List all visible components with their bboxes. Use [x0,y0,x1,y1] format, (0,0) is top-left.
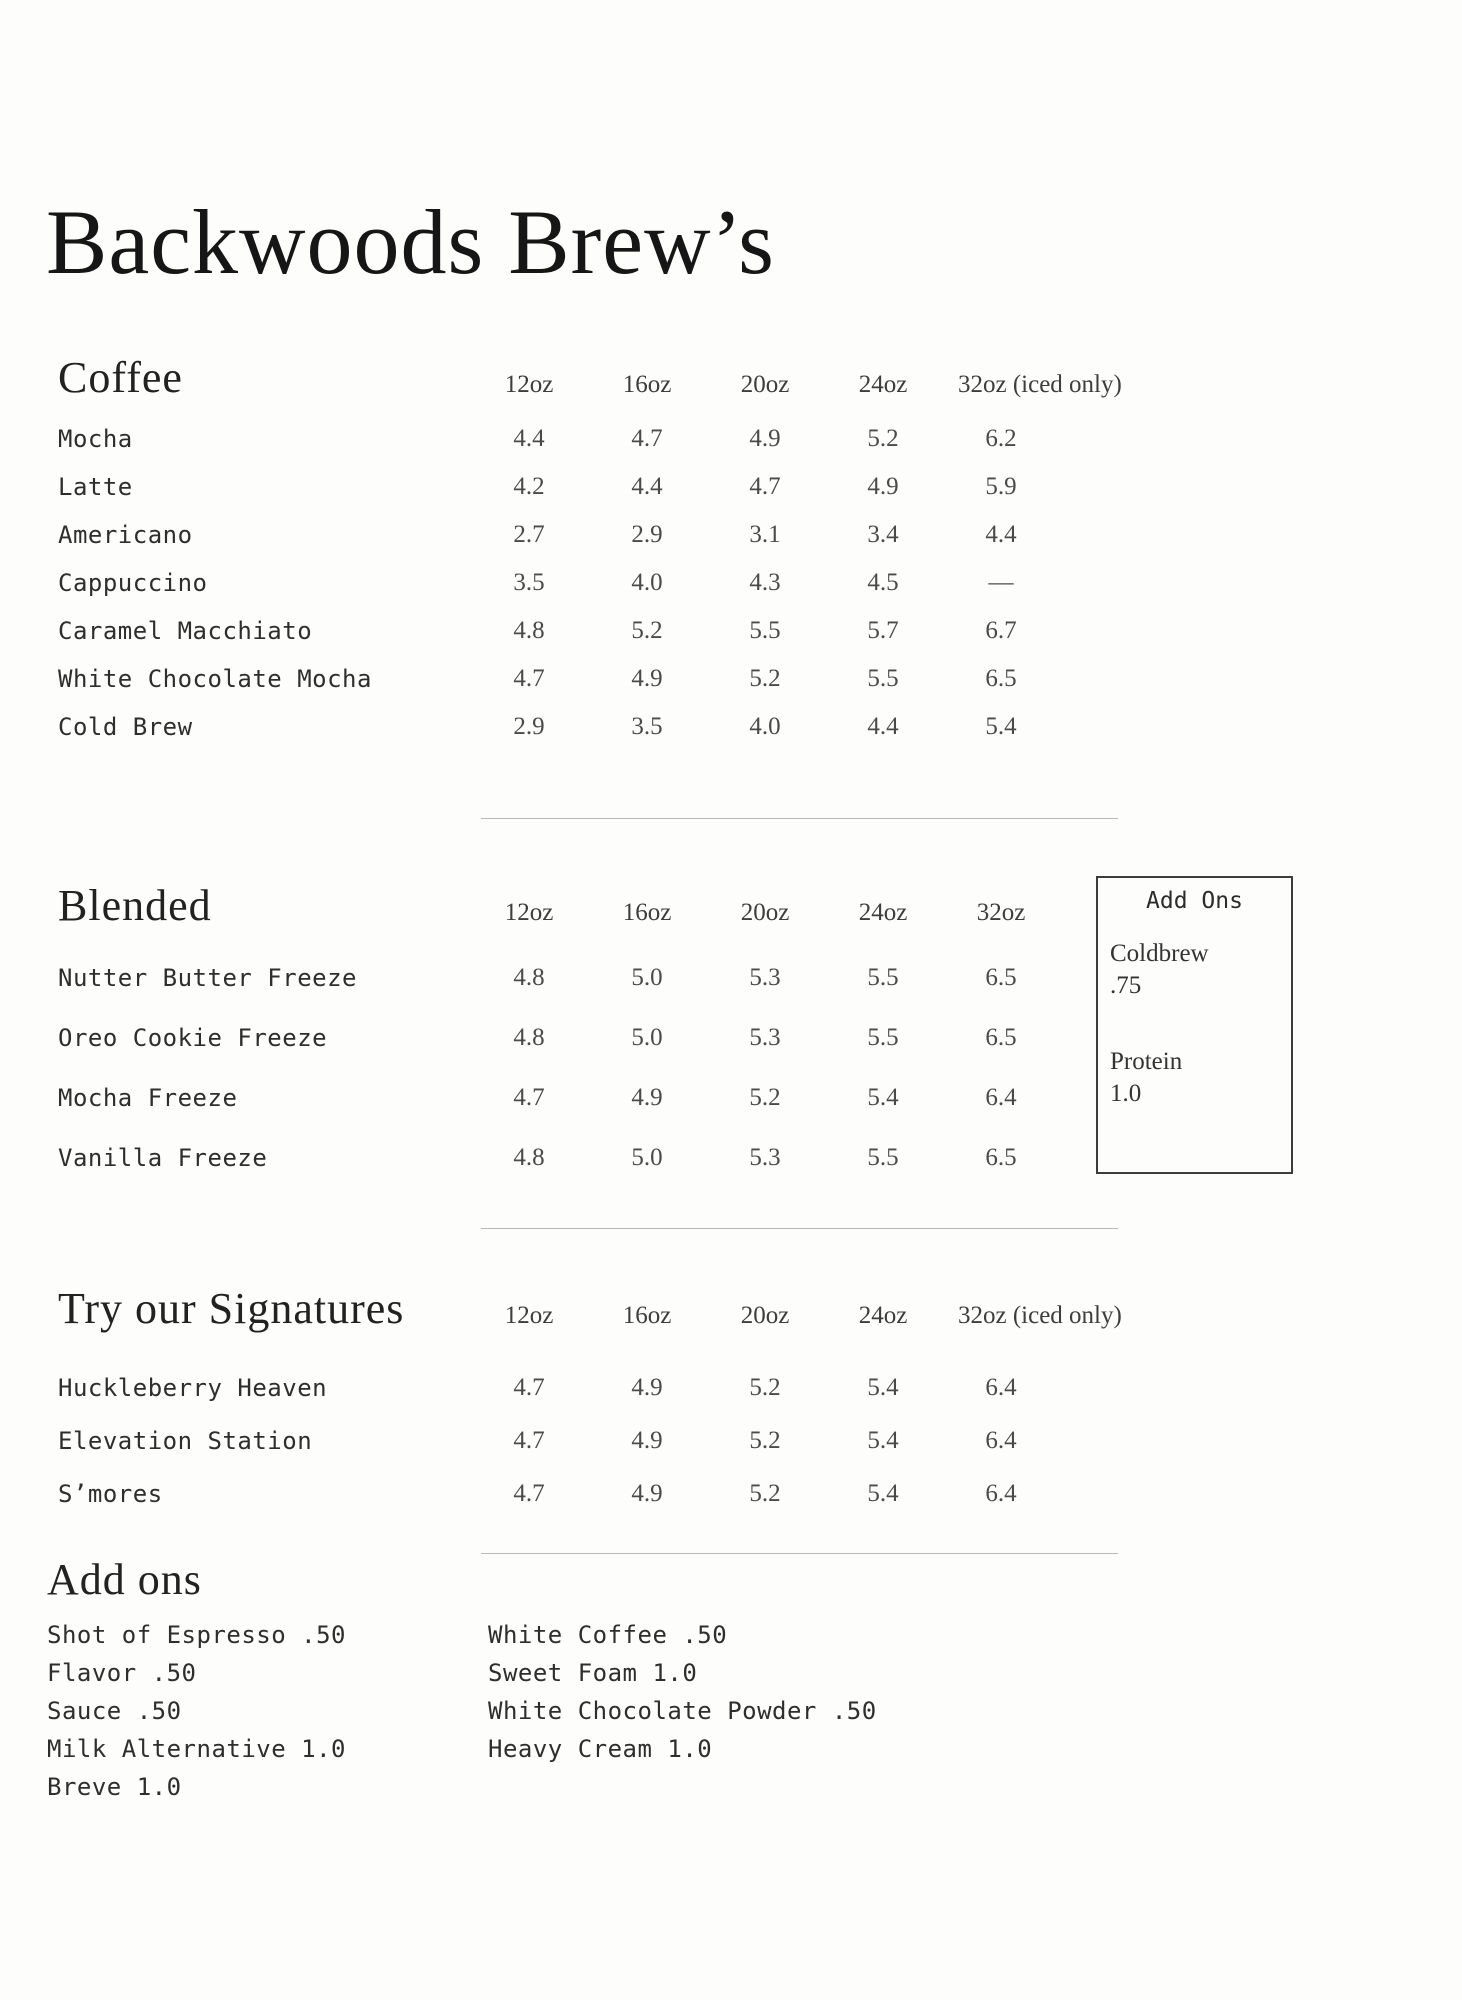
addon-price: 1.0 [1110,1080,1142,1107]
addon-name: Coldbrew [1110,940,1209,967]
price-value: 5.5 [749,617,781,644]
column-header-16oz: 16oz [622,1302,672,1329]
addon-item: White Coffee .50 [488,1621,728,1649]
price-value: 5.4 [867,1479,899,1507]
price-value: 6.7 [985,617,1017,644]
section-title: Try our Signatures [58,1284,405,1333]
menu-title: Backwoods Brew’s [46,191,775,293]
price-value: 4.0 [749,713,781,740]
price-value: 4.7 [749,473,781,500]
menu-row [58,703,1208,751]
item-name: Huckleberry Heaven [58,1373,328,1402]
price-value: 4.4 [867,713,899,740]
price-value: 4.4 [631,473,663,500]
price-value: 3.5 [513,569,545,596]
item-name: Cold Brew [58,713,193,741]
item-name: Mocha [58,425,133,453]
section-header-row [58,880,1208,936]
addons-list-left [47,1616,488,1806]
price-value: 5.4 [867,1373,899,1401]
price-value: 2.9 [631,521,663,548]
price-value: 6.4 [985,1426,1017,1454]
price-value: 5.2 [867,425,899,452]
addon-name: Protein [1110,1048,1183,1075]
item-name: Vanilla Freeze [58,1144,268,1172]
addon-item: Heavy Cream 1.0 [488,1735,713,1763]
price-value: 6.5 [985,1024,1017,1051]
addon-item: White Chocolate Powder .50 [488,1697,877,1725]
section-divider [481,1228,1118,1229]
price-value: 4.9 [631,1373,663,1401]
menu-row [58,948,1208,1008]
price-value: 6.5 [985,1144,1017,1171]
price-value: 5.7 [867,617,899,644]
addons-box-items [1110,938,1279,1110]
menu-row [58,463,1208,511]
price-value: 4.9 [631,1479,663,1507]
addons-title: Add ons [47,1555,202,1604]
column-header-20oz: 20oz [740,1302,790,1329]
price-value: 5.3 [749,964,781,991]
price-value: 4.2 [513,473,545,500]
addons-box-title: Add Ons [1146,888,1243,914]
item-name: Latte [58,473,133,501]
menu-row [58,1008,1208,1068]
menu-row [58,655,1208,703]
price-value: 5.3 [749,1024,781,1051]
price-value: 5.2 [749,1426,781,1454]
price-value: 4.9 [631,665,663,692]
price-value: 4.7 [513,1426,545,1454]
addons-box-item [1110,1046,1279,1110]
menu-row [58,415,1208,463]
price-value: 2.7 [513,521,545,548]
addon-item: Flavor .50 [47,1659,197,1687]
column-header-12oz: 12oz [504,371,554,398]
item-name: Cappuccino [58,569,208,597]
price-value: 5.0 [631,1144,663,1171]
price-rows [58,1361,1208,1520]
price-value: 4.4 [985,521,1017,548]
addon-item: Sweet Foam 1.0 [488,1659,698,1687]
price-value: 4.9 [631,1084,663,1111]
section-divider [481,1553,1118,1554]
price-value: — [988,569,1014,596]
item-name: Caramel Macchiato [58,617,313,645]
column-header-16oz: 16oz [622,899,672,926]
column-header-32oz: 32oz [976,899,1026,926]
section-signatures [58,1283,1208,1520]
price-value: 6.4 [985,1373,1017,1401]
addon-item: Milk Alternative 1.0 [47,1735,346,1763]
menu-row [58,559,1208,607]
section-header-row [58,352,1208,408]
column-header-20oz: 20oz [740,899,790,926]
price-rows [58,415,1208,751]
price-value: 4.7 [631,425,663,452]
column-header-32oz: 32oz (iced only) [958,371,1122,398]
price-value: 3.4 [867,521,899,548]
price-value: 4.7 [513,1084,545,1111]
column-header-24oz: 24oz [858,1302,908,1329]
menu-row [58,1128,1208,1188]
price-value: 5.4 [985,713,1017,740]
price-value: 5.5 [867,1144,899,1171]
price-value: 4.3 [749,569,781,596]
price-value: 4.9 [749,425,781,452]
price-value: 4.8 [513,964,545,991]
item-name: Mocha Freeze [58,1084,238,1112]
column-header-12oz: 12oz [504,1302,554,1329]
addon-item: Sauce .50 [47,1697,182,1725]
price-value: 4.7 [513,665,545,692]
section-title: Coffee [58,353,183,402]
section-header-row [58,1283,1208,1339]
price-value: 6.4 [985,1479,1017,1507]
price-value: 6.4 [985,1084,1017,1111]
price-value: 5.2 [749,1373,781,1401]
section-blended [58,880,1208,1188]
item-name: Oreo Cookie Freeze [58,1024,328,1052]
addon-item: Shot of Espresso .50 [47,1621,346,1649]
price-value: 5.2 [749,1084,781,1111]
item-name: Americano [58,521,193,549]
menu-row [58,607,1208,655]
section-title: Blended [58,881,212,930]
price-value: 5.4 [867,1426,899,1454]
menu-row [58,1361,1208,1414]
price-value: 4.9 [867,473,899,500]
price-value: 4.8 [513,1024,545,1051]
price-value: 5.2 [749,1479,781,1507]
price-value: 5.0 [631,964,663,991]
price-value: 5.3 [749,1144,781,1171]
menu-row [58,511,1208,559]
price-value: 3.1 [749,521,781,548]
price-value: 6.5 [985,665,1017,692]
item-name: S’mores [58,1479,163,1508]
menu-row [58,1068,1208,1128]
price-value: 3.5 [631,713,663,740]
price-value: 4.8 [513,1144,545,1171]
addons-list-right [488,1616,877,1806]
menu-row [58,1467,1208,1520]
item-name: Nutter Butter Freeze [58,964,357,992]
price-value: 4.5 [867,569,899,596]
column-header-20oz: 20oz [740,371,790,398]
menu-row [58,1414,1208,1467]
addon-item: Breve 1.0 [47,1773,182,1801]
price-value: 6.2 [985,425,1017,452]
column-header-16oz: 16oz [622,371,672,398]
addons-columns [47,1616,877,1806]
price-value: 4.8 [513,617,545,644]
price-value: 2.9 [513,713,545,740]
addons-box-item [1110,938,1279,1002]
price-value: 4.4 [513,425,545,452]
addons-box [1096,876,1293,1174]
column-header-12oz: 12oz [504,899,554,926]
addons-section [47,1556,877,1806]
price-value: 4.7 [513,1373,545,1401]
price-value: 5.2 [631,617,663,644]
item-name: Elevation Station [58,1426,313,1455]
price-value: 4.0 [631,569,663,596]
price-value: 5.4 [867,1084,899,1111]
price-value: 5.2 [749,665,781,692]
price-value: 5.9 [985,473,1017,500]
price-value: 6.5 [985,964,1017,991]
price-value: 5.0 [631,1024,663,1051]
item-name: White Chocolate Mocha [58,665,372,693]
section-divider [481,818,1118,819]
column-header-24oz: 24oz [858,371,908,398]
section-coffee [58,352,1208,751]
price-rows [58,948,1208,1188]
price-value: 4.7 [513,1479,545,1507]
price-value: 5.5 [867,1024,899,1051]
price-value: 4.9 [631,1426,663,1454]
price-value: 5.5 [867,665,899,692]
price-value: 5.5 [867,964,899,991]
column-header-32oz: 32oz (iced only) [958,1302,1122,1329]
addon-price: .75 [1110,972,1142,999]
column-header-24oz: 24oz [858,899,908,926]
